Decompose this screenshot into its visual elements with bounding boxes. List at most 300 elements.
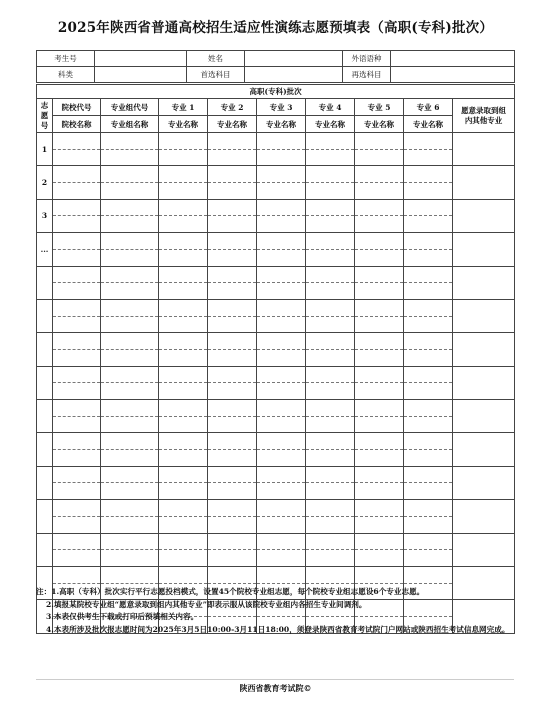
school-code-cell[interactable]: [53, 266, 101, 283]
major-name-cell[interactable]: [355, 149, 404, 166]
major-code-cell[interactable]: [159, 166, 208, 183]
major-name-cell[interactable]: [159, 483, 208, 500]
major-name-cell[interactable]: [257, 349, 306, 366]
preference-row: [37, 166, 515, 183]
major-name-cell[interactable]: [208, 283, 257, 300]
school-code-cell[interactable]: [53, 299, 101, 316]
preference-row-names: [37, 383, 515, 400]
major-name-cell[interactable]: [306, 483, 355, 500]
major-code-cell[interactable]: [404, 466, 453, 483]
note-2: 2.填报某院校专业组“愿意录取到组内其他专业”即表示服从该院校专业组内各招生专业间调剂。: [46, 599, 367, 609]
major-code-cell[interactable]: [306, 400, 355, 417]
major-name-cell[interactable]: [257, 550, 306, 567]
major-code-cell[interactable]: [208, 366, 257, 383]
preference-row: [37, 199, 515, 216]
major-name-cell[interactable]: [208, 450, 257, 467]
major-name-cell[interactable]: [208, 183, 257, 200]
major-name-cell[interactable]: [355, 283, 404, 300]
major-code-cell[interactable]: [306, 466, 355, 483]
major-code-cell[interactable]: [306, 333, 355, 350]
school-name-cell[interactable]: [53, 249, 101, 266]
field-candidate-id[interactable]: [95, 51, 187, 67]
major-name-cell[interactable]: [257, 450, 306, 467]
label-subject-category: 科类: [37, 67, 95, 83]
major-name-cell[interactable]: [355, 316, 404, 333]
major-6-header: 专业 6: [404, 99, 453, 116]
major-name-header: 专业名称: [404, 116, 453, 133]
major-name-cell[interactable]: [404, 550, 453, 567]
major-code-cell[interactable]: [257, 366, 306, 383]
major-name-cell[interactable]: [404, 483, 453, 500]
preference-row-names: [37, 483, 515, 500]
preference-row-names: [37, 216, 515, 233]
preference-number: [37, 433, 53, 466]
wish-cell[interactable]: [453, 533, 515, 566]
major-name-cell[interactable]: [257, 516, 306, 533]
school-code-cell[interactable]: [53, 366, 101, 383]
preference-number: [37, 533, 53, 566]
major-code-cell[interactable]: [257, 400, 306, 417]
major-name-cell[interactable]: [355, 349, 404, 366]
wish-cell[interactable]: [453, 166, 515, 199]
label-first-subject: 首选科目: [187, 67, 245, 83]
major-5-header: 专业 5: [355, 99, 404, 116]
preference-row: [37, 400, 515, 417]
label-second-subject: 再选科目: [343, 67, 391, 83]
preference-row-names: [37, 283, 515, 300]
major-name-cell[interactable]: [159, 183, 208, 200]
major-name-cell[interactable]: [306, 316, 355, 333]
major-code-cell[interactable]: [306, 199, 355, 216]
preference-row: [37, 500, 515, 517]
major-code-cell[interactable]: [306, 566, 355, 583]
major-code-cell[interactable]: [208, 199, 257, 216]
major-code-cell[interactable]: [355, 199, 404, 216]
major-name-cell[interactable]: [355, 183, 404, 200]
major-code-cell[interactable]: [208, 133, 257, 150]
major-code-cell[interactable]: [306, 233, 355, 250]
preference-number: [37, 266, 53, 299]
school-code-cell[interactable]: [53, 500, 101, 517]
major-name-cell[interactable]: [306, 416, 355, 433]
major-code-cell[interactable]: [257, 166, 306, 183]
group-name-header: 专业组名称: [101, 116, 159, 133]
major-name-cell[interactable]: [404, 516, 453, 533]
school-code-cell[interactable]: [53, 566, 101, 583]
school-name-cell[interactable]: [53, 450, 101, 467]
major-name-cell[interactable]: [257, 216, 306, 233]
wish-header: [453, 99, 515, 133]
major-name-cell[interactable]: [257, 183, 306, 200]
major-name-cell[interactable]: [208, 483, 257, 500]
major-name-cell[interactable]: [355, 516, 404, 533]
major-code-cell[interactable]: [159, 433, 208, 450]
major-code-cell[interactable]: [208, 433, 257, 450]
major-name-cell[interactable]: [355, 550, 404, 567]
major-name-cell[interactable]: [306, 183, 355, 200]
preference-row: [37, 233, 515, 250]
major-name-cell[interactable]: [257, 483, 306, 500]
group-code-cell[interactable]: [101, 266, 159, 283]
major-code-cell[interactable]: [404, 566, 453, 583]
major-code-cell[interactable]: [404, 400, 453, 417]
school-name-header: 院校名称: [53, 116, 101, 133]
field-second-subject[interactable]: [391, 67, 515, 83]
major-name-cell[interactable]: [257, 283, 306, 300]
wish-cell[interactable]: [453, 233, 515, 266]
major-name-cell[interactable]: [159, 216, 208, 233]
group-name-cell[interactable]: [101, 450, 159, 467]
major-name-cell[interactable]: [404, 216, 453, 233]
major-name-cell[interactable]: [159, 450, 208, 467]
major-code-cell[interactable]: [159, 233, 208, 250]
major-name-cell[interactable]: [306, 349, 355, 366]
major-code-cell[interactable]: [404, 199, 453, 216]
preference-row-names: [37, 316, 515, 333]
major-name-cell[interactable]: [159, 149, 208, 166]
major-code-cell[interactable]: [306, 133, 355, 150]
wish-cell[interactable]: [453, 266, 515, 299]
note-1: [36, 586, 516, 599]
preference-row-names: [37, 416, 515, 433]
preference-row-names: [37, 450, 515, 467]
major-code-cell[interactable]: [208, 533, 257, 550]
major-name-cell[interactable]: [355, 249, 404, 266]
preference-row: [37, 566, 515, 583]
wish-cell[interactable]: [453, 199, 515, 232]
major-code-cell[interactable]: [404, 533, 453, 550]
major-code-cell[interactable]: [159, 500, 208, 517]
group-code-cell[interactable]: [101, 166, 159, 183]
major-name-cell[interactable]: [404, 349, 453, 366]
group-code-cell[interactable]: [101, 533, 159, 550]
major-4-header: 专业 4: [306, 99, 355, 116]
group-code-cell[interactable]: [101, 133, 159, 150]
group-name-cell[interactable]: [101, 516, 159, 533]
group-code-cell[interactable]: [101, 500, 159, 517]
school-name-cell[interactable]: [53, 383, 101, 400]
group-code-cell[interactable]: [101, 566, 159, 583]
major-name-cell[interactable]: [306, 283, 355, 300]
school-code-cell[interactable]: [53, 233, 101, 250]
info-table: [36, 50, 515, 83]
major-code-cell[interactable]: [306, 166, 355, 183]
major-name-cell[interactable]: [159, 550, 208, 567]
major-code-cell[interactable]: [355, 333, 404, 350]
major-code-cell[interactable]: [257, 466, 306, 483]
school-code-cell[interactable]: [53, 133, 101, 150]
preference-row-names: [37, 149, 515, 166]
major-name-cell[interactable]: [404, 383, 453, 400]
major-code-cell[interactable]: [257, 199, 306, 216]
wish-cell[interactable]: [453, 400, 515, 433]
major-code-cell[interactable]: [208, 266, 257, 283]
preference-row-names: [37, 516, 515, 533]
major-code-cell[interactable]: [159, 366, 208, 383]
major-code-cell[interactable]: [355, 266, 404, 283]
major-code-cell[interactable]: [306, 433, 355, 450]
seq-header: [37, 99, 53, 133]
major-name-cell[interactable]: [208, 316, 257, 333]
major-code-cell[interactable]: [404, 433, 453, 450]
major-name-cell[interactable]: [404, 149, 453, 166]
group-name-cell[interactable]: [101, 483, 159, 500]
school-code-cell[interactable]: [53, 400, 101, 417]
major-code-cell[interactable]: [306, 266, 355, 283]
school-name-cell[interactable]: [53, 349, 101, 366]
major-name-cell[interactable]: [257, 383, 306, 400]
group-code-cell[interactable]: [101, 333, 159, 350]
major-name-cell[interactable]: [306, 516, 355, 533]
major-code-cell[interactable]: [306, 366, 355, 383]
major-code-cell[interactable]: [257, 533, 306, 550]
preference-row: [37, 433, 515, 450]
preference-row-names: [37, 550, 515, 567]
major-code-cell[interactable]: [355, 533, 404, 550]
major-code-cell[interactable]: [159, 566, 208, 583]
group-name-cell[interactable]: [101, 416, 159, 433]
major-code-cell[interactable]: [257, 433, 306, 450]
major-name-cell[interactable]: [355, 383, 404, 400]
preference-number: 2: [37, 166, 53, 199]
footer: 陕西省教育考试院©: [239, 683, 312, 693]
major-name-cell[interactable]: [306, 149, 355, 166]
school-name-cell[interactable]: [53, 483, 101, 500]
group-name-cell[interactable]: [101, 283, 159, 300]
major-name-cell[interactable]: [257, 416, 306, 433]
group-code-cell[interactable]: [101, 466, 159, 483]
major-name-cell[interactable]: [306, 550, 355, 567]
major-code-cell[interactable]: [257, 566, 306, 583]
preference-row: [37, 299, 515, 316]
major-name-cell[interactable]: [159, 416, 208, 433]
major-name-cell[interactable]: [355, 216, 404, 233]
field-subject-category[interactable]: [95, 67, 187, 83]
batch-header: 高职(专科)批次: [37, 85, 515, 99]
major-code-cell[interactable]: [404, 366, 453, 383]
major-name-header: 专业名称: [306, 116, 355, 133]
school-code-cell[interactable]: [53, 433, 101, 450]
preference-number: [37, 500, 53, 533]
major-code-cell[interactable]: [257, 133, 306, 150]
major-code-cell[interactable]: [208, 233, 257, 250]
major-name-cell[interactable]: [404, 183, 453, 200]
group-code-cell[interactable]: [101, 233, 159, 250]
preference-row: [37, 366, 515, 383]
major-code-cell[interactable]: [355, 366, 404, 383]
major-name-cell[interactable]: [355, 483, 404, 500]
group-name-cell[interactable]: [101, 183, 159, 200]
group-name-cell[interactable]: [101, 249, 159, 266]
school-name-cell[interactable]: [53, 283, 101, 300]
major-name-cell[interactable]: [404, 283, 453, 300]
school-name-cell[interactable]: [53, 316, 101, 333]
major-name-cell[interactable]: [208, 249, 257, 266]
major-name-header: 专业名称: [208, 116, 257, 133]
major-code-cell[interactable]: [159, 266, 208, 283]
major-code-cell[interactable]: [404, 500, 453, 517]
group-name-cell[interactable]: [101, 383, 159, 400]
major-code-cell[interactable]: [355, 166, 404, 183]
major-code-cell[interactable]: [355, 466, 404, 483]
major-code-cell[interactable]: [257, 233, 306, 250]
major-name-cell[interactable]: [208, 550, 257, 567]
group-name-cell[interactable]: [101, 349, 159, 366]
notes-prefix: 注：: [36, 587, 52, 596]
preference-number: ...: [37, 233, 53, 266]
preference-row: [37, 266, 515, 283]
major-name-cell[interactable]: [208, 416, 257, 433]
group-name-cell[interactable]: [101, 216, 159, 233]
preference-table: [36, 84, 515, 634]
major-name-cell[interactable]: [355, 416, 404, 433]
preference-row-names: [37, 249, 515, 266]
major-code-cell[interactable]: [355, 566, 404, 583]
preference-row: [37, 533, 515, 550]
label-candidate-id: 考生号: [37, 51, 95, 67]
major-code-cell[interactable]: [208, 333, 257, 350]
major-name-cell[interactable]: [159, 383, 208, 400]
wish-cell[interactable]: [453, 333, 515, 366]
major-code-cell[interactable]: [208, 299, 257, 316]
group-code-cell[interactable]: [101, 433, 159, 450]
wish-cell[interactable]: [453, 299, 515, 332]
major-code-cell[interactable]: [355, 433, 404, 450]
major-name-cell[interactable]: [208, 516, 257, 533]
major-name-cell[interactable]: [257, 316, 306, 333]
major-name-cell[interactable]: [306, 249, 355, 266]
preference-number: 1: [37, 133, 53, 166]
group-code-cell[interactable]: [101, 299, 159, 316]
seq-header-text: 志愿号: [40, 100, 49, 130]
group-code-cell[interactable]: [101, 400, 159, 417]
school-code-cell[interactable]: [53, 466, 101, 483]
form-title: 2025年陕西省普通高校招生适应性演练志愿预填表（高职(专科)批次）: [57, 20, 494, 36]
preference-row: [37, 466, 515, 483]
major-code-cell[interactable]: [257, 500, 306, 517]
major-name-cell[interactable]: [159, 249, 208, 266]
major-code-cell[interactable]: [404, 133, 453, 150]
major-code-cell[interactable]: [404, 166, 453, 183]
wish-cell[interactable]: [453, 433, 515, 466]
group-name-cell[interactable]: [101, 149, 159, 166]
school-code-cell[interactable]: [53, 533, 101, 550]
major-3-header: 专业 3: [257, 99, 306, 116]
field-first-subject[interactable]: [245, 67, 343, 83]
wish-cell[interactable]: [453, 500, 515, 533]
group-code-cell[interactable]: [101, 199, 159, 216]
major-name-cell[interactable]: [306, 383, 355, 400]
school-code-cell[interactable]: [53, 199, 101, 216]
group-name-cell[interactable]: [101, 316, 159, 333]
major-name-cell[interactable]: [404, 450, 453, 467]
note-3: 3.本表仅供考生下载或打印后预填相关内容。: [46, 612, 199, 621]
major-code-cell[interactable]: [306, 500, 355, 517]
major-name-cell[interactable]: [257, 249, 306, 266]
major-code-cell[interactable]: [404, 333, 453, 350]
preference-number: [37, 466, 53, 499]
major-name-cell[interactable]: [306, 450, 355, 467]
major-name-cell[interactable]: [159, 316, 208, 333]
major-code-cell[interactable]: [208, 500, 257, 517]
major-code-cell[interactable]: [306, 299, 355, 316]
major-code-cell[interactable]: [159, 533, 208, 550]
school-name-cell[interactable]: [53, 149, 101, 166]
field-foreign-language[interactable]: [391, 51, 515, 67]
major-code-cell[interactable]: [159, 400, 208, 417]
major-name-cell[interactable]: [208, 149, 257, 166]
major-code-cell[interactable]: [404, 266, 453, 283]
major-name-cell[interactable]: [404, 249, 453, 266]
major-code-cell[interactable]: [404, 233, 453, 250]
school-name-cell[interactable]: [53, 183, 101, 200]
field-name[interactable]: [245, 51, 343, 67]
major-name-cell[interactable]: [404, 416, 453, 433]
wish-header-text: 愿意录取到组内其他专业: [461, 105, 507, 125]
major-code-cell[interactable]: [159, 466, 208, 483]
major-code-cell[interactable]: [208, 166, 257, 183]
school-name-cell[interactable]: [53, 216, 101, 233]
major-code-cell[interactable]: [159, 199, 208, 216]
major-name-cell[interactable]: [306, 216, 355, 233]
major-name-cell[interactable]: [355, 450, 404, 467]
school-name-cell[interactable]: [53, 550, 101, 567]
note-1-text: 1.高职（专科）批次实行平行志愿投档模式，设置45个院校专业组志愿，每个院校专业组志愿设6个专业志愿。: [51, 587, 425, 596]
major-code-cell[interactable]: [159, 133, 208, 150]
major-code-cell[interactable]: [257, 266, 306, 283]
preference-row: [37, 333, 515, 350]
major-name-header: 专业名称: [355, 116, 404, 133]
major-code-cell[interactable]: [355, 299, 404, 316]
major-code-cell[interactable]: [355, 400, 404, 417]
school-code-cell[interactable]: [53, 333, 101, 350]
school-code-header: 院校代号: [53, 99, 101, 116]
major-name-cell[interactable]: [208, 216, 257, 233]
major-code-cell[interactable]: [208, 466, 257, 483]
major-name-cell[interactable]: [159, 516, 208, 533]
major-code-cell[interactable]: [208, 400, 257, 417]
label-foreign-language: 外语语种: [343, 51, 391, 67]
preference-number: 3: [37, 199, 53, 232]
major-code-cell[interactable]: [355, 500, 404, 517]
major-code-cell[interactable]: [159, 299, 208, 316]
major-name-cell[interactable]: [404, 316, 453, 333]
school-name-cell[interactable]: [53, 516, 101, 533]
major-code-cell[interactable]: [208, 566, 257, 583]
major-code-cell[interactable]: [355, 233, 404, 250]
preference-number: [37, 299, 53, 332]
major-code-cell[interactable]: [257, 299, 306, 316]
major-name-cell[interactable]: [208, 349, 257, 366]
major-name-cell[interactable]: [257, 149, 306, 166]
wish-cell[interactable]: [453, 133, 515, 166]
major-code-cell[interactable]: [355, 133, 404, 150]
major-code-cell[interactable]: [159, 333, 208, 350]
major-code-cell[interactable]: [306, 533, 355, 550]
major-name-cell[interactable]: [208, 383, 257, 400]
group-code-cell[interactable]: [101, 366, 159, 383]
school-code-cell[interactable]: [53, 166, 101, 183]
major-name-cell[interactable]: [159, 349, 208, 366]
label-name: 姓名: [187, 51, 245, 67]
major-name-cell[interactable]: [159, 283, 208, 300]
school-name-cell[interactable]: [53, 416, 101, 433]
major-code-cell[interactable]: [257, 333, 306, 350]
wish-cell[interactable]: [453, 366, 515, 399]
group-name-cell[interactable]: [101, 550, 159, 567]
major-code-cell[interactable]: [404, 299, 453, 316]
wish-cell[interactable]: [453, 466, 515, 499]
